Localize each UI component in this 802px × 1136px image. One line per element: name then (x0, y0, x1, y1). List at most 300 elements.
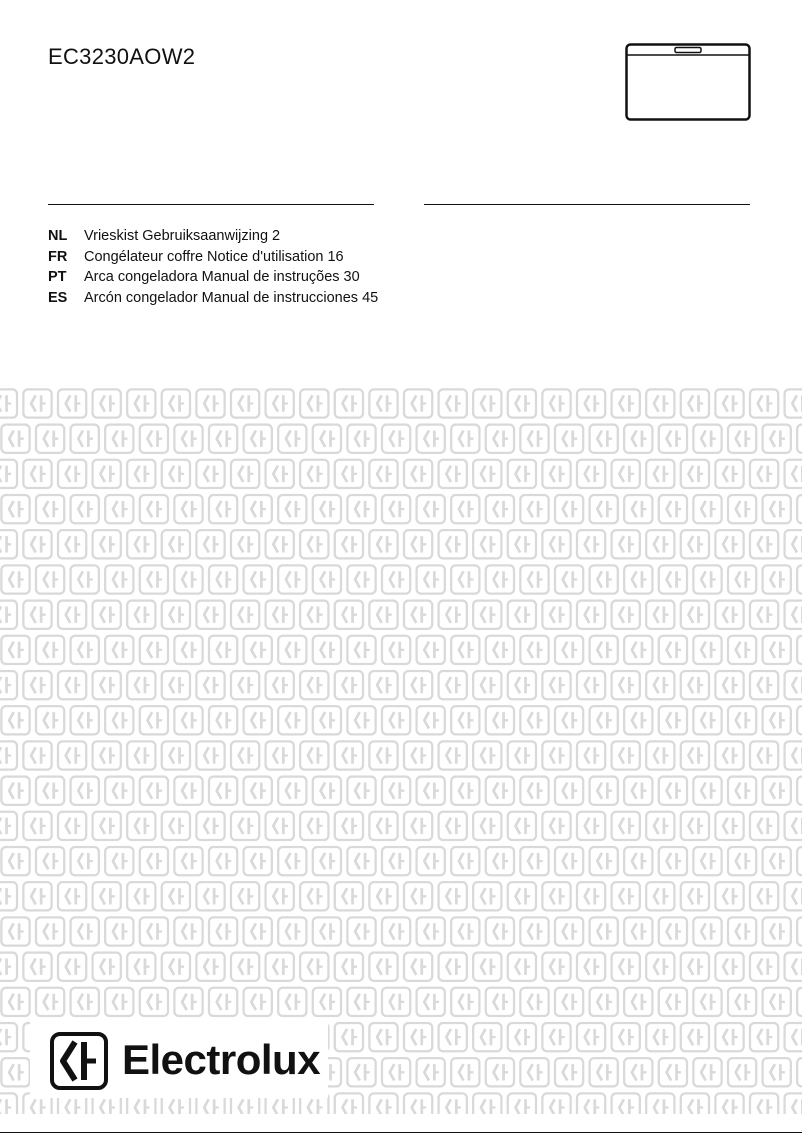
pattern-tile (624, 565, 652, 593)
pattern-tile (715, 741, 743, 769)
pattern-tile (785, 530, 802, 558)
pattern-tile (58, 741, 86, 769)
pattern-tile (140, 988, 168, 1016)
pattern-tile (728, 988, 756, 1016)
pattern-tile (404, 812, 432, 840)
pattern-tile (71, 706, 99, 734)
pattern-tile (162, 741, 190, 769)
pattern-tile (23, 460, 51, 488)
pattern-tile (750, 389, 778, 417)
pattern-tile (231, 389, 259, 417)
pattern-tile (681, 389, 709, 417)
pattern-tile (520, 425, 548, 453)
pattern-tile (577, 1093, 605, 1114)
pattern-tile (93, 882, 121, 910)
pattern-tile (382, 495, 410, 523)
pattern-tile (369, 530, 397, 558)
pattern-tile (196, 389, 224, 417)
pattern-tile (266, 389, 294, 417)
pattern-tile (404, 530, 432, 558)
pattern-tile (382, 988, 410, 1016)
pattern-tile (439, 601, 467, 629)
pattern-tile (404, 389, 432, 417)
pattern-tile (715, 601, 743, 629)
pattern-tile (244, 847, 272, 875)
pattern-tile (58, 812, 86, 840)
pattern-tile (750, 601, 778, 629)
pattern-tile (105, 565, 133, 593)
pattern-tile (127, 460, 155, 488)
pattern-tile (473, 601, 501, 629)
pattern-tile (174, 847, 202, 875)
language-title: Congélateur coffre Notice d'utilisation 16 (84, 248, 344, 265)
pattern-tile (520, 847, 548, 875)
pattern-tile (785, 601, 802, 629)
pattern-tile (71, 425, 99, 453)
pattern-tile (417, 636, 445, 664)
pattern-tile (750, 530, 778, 558)
pattern-tile (162, 882, 190, 910)
pattern-tile (417, 1058, 445, 1086)
pattern-tile (520, 917, 548, 945)
pattern-tile (542, 389, 570, 417)
pattern-tile (196, 601, 224, 629)
pattern-tile (451, 847, 479, 875)
pattern-tile (785, 741, 802, 769)
pattern-tile (417, 706, 445, 734)
pattern-tile (763, 917, 791, 945)
pattern-tile (174, 706, 202, 734)
pattern-tile (451, 917, 479, 945)
pattern-tile (693, 777, 721, 805)
pattern-tile (266, 812, 294, 840)
pattern-tile (520, 565, 548, 593)
pattern-tile (127, 389, 155, 417)
footer-rule (0, 1132, 802, 1133)
pattern-tile (23, 601, 51, 629)
pattern-tile (473, 460, 501, 488)
pattern-tile (646, 530, 674, 558)
pattern-tile (624, 636, 652, 664)
pattern-tile (763, 847, 791, 875)
pattern-tile (93, 812, 121, 840)
pattern-tile (369, 1023, 397, 1051)
pattern-tile (508, 530, 536, 558)
pattern-tile (278, 495, 306, 523)
pattern-tile (266, 530, 294, 558)
pattern-tile (542, 882, 570, 910)
pattern-tile (473, 671, 501, 699)
pattern-tile (0, 1093, 17, 1114)
pattern-tile (382, 636, 410, 664)
pattern-tile (196, 953, 224, 981)
pattern-tile (520, 988, 548, 1016)
pattern-tile (244, 565, 272, 593)
pattern-tile (140, 847, 168, 875)
pattern-tile (36, 847, 64, 875)
pattern-tile (1, 917, 29, 945)
pattern-tile (612, 882, 640, 910)
language-list (48, 226, 378, 308)
pattern-tile (728, 917, 756, 945)
pattern-tile (313, 425, 341, 453)
pattern-tile (508, 1023, 536, 1051)
pattern-tile (369, 389, 397, 417)
pattern-tile (542, 460, 570, 488)
language-title: Arca congeladora Manual de instruções 30 (84, 269, 360, 285)
pattern-tile (93, 953, 121, 981)
pattern-tile (196, 882, 224, 910)
pattern-tile (486, 988, 514, 1016)
pattern-tile (162, 812, 190, 840)
pattern-tile (278, 636, 306, 664)
pattern-tile (785, 460, 802, 488)
pattern-tile (58, 530, 86, 558)
pattern-tile (404, 460, 432, 488)
pattern-tile (209, 565, 237, 593)
pattern-tile (750, 812, 778, 840)
pattern-tile (439, 530, 467, 558)
pattern-tile (486, 495, 514, 523)
pattern-tile (417, 847, 445, 875)
divider-right (424, 204, 750, 205)
pattern-tile (451, 565, 479, 593)
pattern-tile (244, 636, 272, 664)
pattern-tile (71, 847, 99, 875)
pattern-tile (105, 847, 133, 875)
pattern-tile (486, 425, 514, 453)
pattern-tile (624, 1058, 652, 1086)
pattern-tile (451, 988, 479, 1016)
pattern-tile (369, 601, 397, 629)
pattern-tile (473, 389, 501, 417)
pattern-tile (266, 601, 294, 629)
pattern-tile (174, 495, 202, 523)
pattern-tile (231, 953, 259, 981)
pattern-tile (71, 495, 99, 523)
pattern-tile (0, 389, 17, 417)
pattern-tile (58, 460, 86, 488)
pattern-tile (0, 812, 17, 840)
pattern-tile (693, 1058, 721, 1086)
pattern-tile (313, 495, 341, 523)
pattern-tile (335, 460, 363, 488)
pattern-tile (209, 495, 237, 523)
pattern-tile (58, 389, 86, 417)
pattern-tile (196, 530, 224, 558)
pattern-tile (23, 741, 51, 769)
pattern-tile (624, 706, 652, 734)
pattern-tile (105, 988, 133, 1016)
pattern-tile (382, 847, 410, 875)
pattern-tile (646, 812, 674, 840)
pattern-tile (266, 953, 294, 981)
pattern-tile (347, 495, 375, 523)
pattern-tile (1, 777, 29, 805)
pattern-tile (577, 389, 605, 417)
pattern-tile (555, 495, 583, 523)
pattern-tile (36, 917, 64, 945)
pattern-tile (347, 777, 375, 805)
pattern-tile (728, 495, 756, 523)
pattern-tile (486, 706, 514, 734)
electrolux-logo-icon (50, 1032, 108, 1090)
pattern-tile (590, 706, 618, 734)
pattern-tile (473, 882, 501, 910)
pattern-tile (659, 706, 687, 734)
pattern-tile (300, 460, 328, 488)
pattern-tile (542, 1093, 570, 1114)
pattern-tile (209, 988, 237, 1016)
pattern-tile (555, 706, 583, 734)
pattern-tile (612, 460, 640, 488)
pattern-tile (763, 565, 791, 593)
pattern-tile (590, 777, 618, 805)
pattern-tile (785, 1023, 802, 1051)
pattern-tile (58, 601, 86, 629)
pattern-tile (590, 425, 618, 453)
pattern-tile (244, 495, 272, 523)
pattern-tile (577, 1023, 605, 1051)
pattern-tile (693, 917, 721, 945)
pattern-tile (105, 777, 133, 805)
pattern-tile (417, 917, 445, 945)
pattern-tile (58, 882, 86, 910)
pattern-tile (486, 917, 514, 945)
pattern-tile (266, 460, 294, 488)
pattern-tile (127, 812, 155, 840)
pattern-tile (58, 671, 86, 699)
pattern-tile (715, 460, 743, 488)
pattern-tile (140, 777, 168, 805)
pattern-tile (508, 953, 536, 981)
pattern-tile (382, 1058, 410, 1086)
pattern-tile (659, 917, 687, 945)
pattern-tile (93, 671, 121, 699)
language-entry-fr[interactable] (48, 247, 378, 268)
pattern-tile (140, 706, 168, 734)
language-entry-pt[interactable] (48, 267, 378, 288)
pattern-tile (612, 812, 640, 840)
pattern-tile (23, 671, 51, 699)
pattern-tile (127, 671, 155, 699)
pattern-tile (244, 917, 272, 945)
pattern-tile (646, 671, 674, 699)
pattern-tile (439, 953, 467, 981)
pattern-tile (542, 812, 570, 840)
pattern-tile (728, 425, 756, 453)
pattern-tile (313, 917, 341, 945)
pattern-tile (659, 1058, 687, 1086)
pattern-tile (300, 812, 328, 840)
pattern-tile (681, 741, 709, 769)
pattern-tile (335, 953, 363, 981)
pattern-tile (231, 460, 259, 488)
pattern-tile (36, 565, 64, 593)
pattern-tile (797, 495, 802, 523)
pattern-tile (140, 917, 168, 945)
pattern-tile (417, 565, 445, 593)
pattern-tile (1, 636, 29, 664)
pattern-tile (382, 917, 410, 945)
pattern-tile (335, 601, 363, 629)
pattern-tile (382, 565, 410, 593)
pattern-tile (93, 530, 121, 558)
pattern-tile (473, 953, 501, 981)
pattern-tile (347, 847, 375, 875)
pattern-tile (624, 847, 652, 875)
pattern-tile (646, 601, 674, 629)
pattern-tile (278, 847, 306, 875)
pattern-tile (174, 777, 202, 805)
pattern-tile (335, 882, 363, 910)
language-entry-es[interactable] (48, 288, 378, 309)
language-entry-nl[interactable] (48, 226, 378, 247)
pattern-tile (404, 882, 432, 910)
pattern-tile (36, 425, 64, 453)
pattern-tile (93, 460, 121, 488)
pattern-tile (439, 741, 467, 769)
pattern-tile (693, 636, 721, 664)
pattern-tile (590, 988, 618, 1016)
pattern-tile (785, 389, 802, 417)
pattern-tile (278, 565, 306, 593)
pattern-tile (555, 847, 583, 875)
pattern-tile (797, 777, 802, 805)
pattern-tile (347, 917, 375, 945)
pattern-tile (404, 1023, 432, 1051)
pattern-tile (278, 706, 306, 734)
pattern-tile (728, 1058, 756, 1086)
pattern-tile (715, 812, 743, 840)
pattern-tile (244, 777, 272, 805)
pattern-tile (542, 1023, 570, 1051)
pattern-tile (508, 601, 536, 629)
pattern-tile (681, 882, 709, 910)
pattern-tile (300, 953, 328, 981)
pattern-tile (785, 812, 802, 840)
pattern-tile (162, 671, 190, 699)
pattern-tile (209, 917, 237, 945)
pattern-tile (451, 425, 479, 453)
pattern-tile (590, 1058, 618, 1086)
pattern-tile (36, 495, 64, 523)
pattern-tile (612, 1023, 640, 1051)
pattern-tile (473, 530, 501, 558)
chest-freezer-icon (625, 43, 751, 121)
pattern-tile (140, 425, 168, 453)
pattern-tile (612, 1093, 640, 1114)
pattern-tile (335, 741, 363, 769)
pattern-tile (335, 1093, 363, 1114)
pattern-tile (369, 460, 397, 488)
pattern-tile (797, 917, 802, 945)
pattern-tile (196, 812, 224, 840)
pattern-tile (347, 1058, 375, 1086)
pattern-tile (797, 565, 802, 593)
pattern-tile (646, 1023, 674, 1051)
pattern-tile (127, 741, 155, 769)
pattern-tile (750, 882, 778, 910)
pattern-tile (612, 601, 640, 629)
pattern-tile (71, 917, 99, 945)
pattern-tile (542, 953, 570, 981)
pattern-tile (555, 917, 583, 945)
pattern-tile (555, 1058, 583, 1086)
pattern-tile (646, 741, 674, 769)
pattern-tile (750, 460, 778, 488)
pattern-tile (127, 882, 155, 910)
pattern-tile (196, 741, 224, 769)
pattern-tile (0, 601, 17, 629)
pattern-tile (244, 425, 272, 453)
pattern-tile (300, 741, 328, 769)
pattern-tile (486, 1058, 514, 1086)
pattern-tile (23, 530, 51, 558)
pattern-tile (750, 671, 778, 699)
pattern-tile (140, 495, 168, 523)
pattern-tile (404, 1093, 432, 1114)
pattern-tile (590, 495, 618, 523)
pattern-tile (347, 706, 375, 734)
pattern-tile (451, 495, 479, 523)
pattern-tile (347, 565, 375, 593)
pattern-tile (659, 636, 687, 664)
pattern-tile (715, 530, 743, 558)
pattern-tile (313, 636, 341, 664)
pattern-tile (659, 425, 687, 453)
pattern-tile (785, 1093, 802, 1114)
pattern-tile (0, 1023, 17, 1051)
pattern-tile (0, 741, 17, 769)
pattern-tile (174, 425, 202, 453)
pattern-tile (335, 671, 363, 699)
pattern-tile (1, 706, 29, 734)
pattern-tile (681, 812, 709, 840)
pattern-tile (555, 636, 583, 664)
language-title: Vrieskist Gebruiksaanwijzing 2 (84, 228, 281, 244)
pattern-tile (382, 706, 410, 734)
model-number: EC3230AOW2 (48, 44, 196, 69)
pattern-tile (715, 1093, 743, 1114)
pattern-tile (797, 636, 802, 664)
pattern-tile (728, 565, 756, 593)
pattern-tile (231, 882, 259, 910)
pattern-tile (439, 812, 467, 840)
pattern-tile (209, 636, 237, 664)
pattern-tile (0, 671, 17, 699)
pattern-tile (659, 495, 687, 523)
pattern-tile (196, 671, 224, 699)
pattern-tile (624, 495, 652, 523)
pattern-tile (750, 1023, 778, 1051)
pattern-tile (439, 389, 467, 417)
pattern-tile (313, 706, 341, 734)
pattern-tile (508, 389, 536, 417)
pattern-tile (624, 988, 652, 1016)
pattern-tile (335, 389, 363, 417)
pattern-tile (209, 425, 237, 453)
pattern-tile (750, 741, 778, 769)
pattern-tile (127, 953, 155, 981)
pattern-tile (1, 495, 29, 523)
pattern-tile (715, 389, 743, 417)
pattern-tile (728, 706, 756, 734)
pattern-tile (36, 706, 64, 734)
pattern-tile (335, 812, 363, 840)
language-title: Arcón congelador Manual de instrucciones 45 (84, 289, 379, 306)
pattern-tile (728, 777, 756, 805)
